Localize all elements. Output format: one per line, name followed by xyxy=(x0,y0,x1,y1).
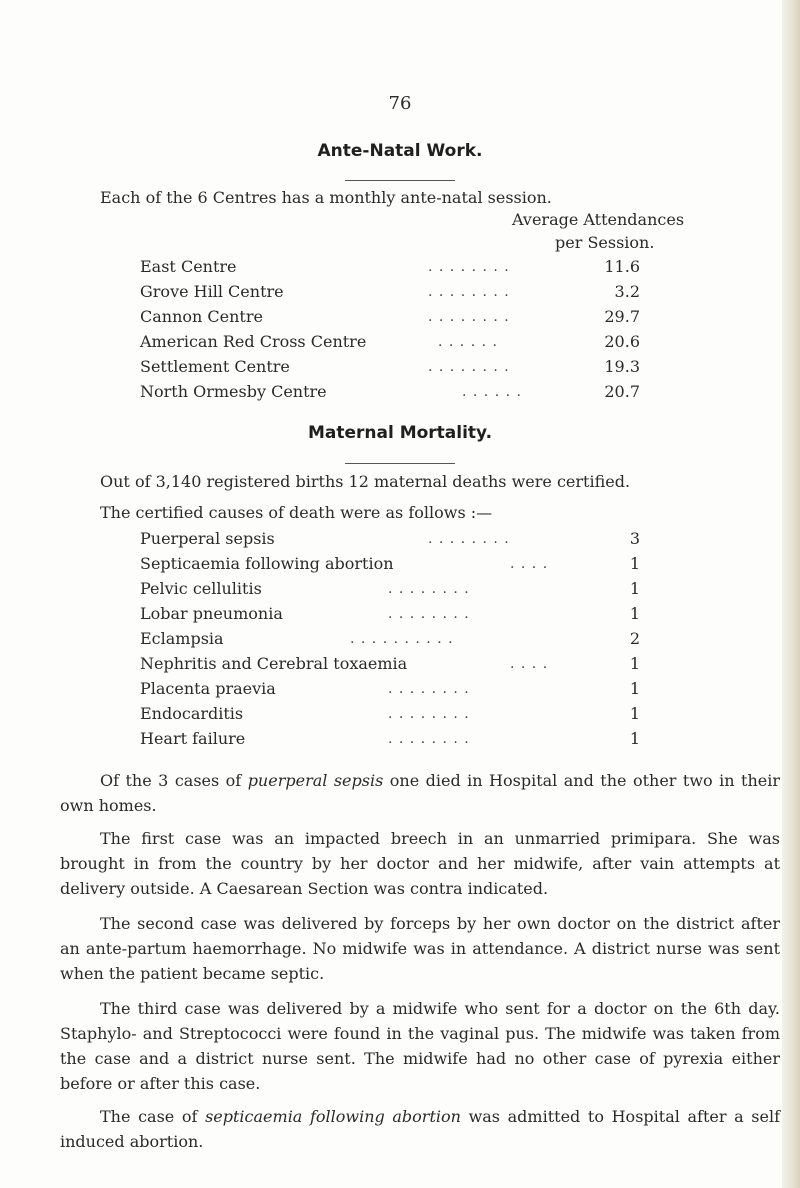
cause-name: Septicaemia following abortion xyxy=(140,554,394,573)
leader-dots: . . . . xyxy=(510,556,549,572)
italic-term: septicaemia following abortion xyxy=(205,1107,461,1126)
centre-name: Settlement Centre xyxy=(140,357,290,376)
paragraph-text: The case of xyxy=(100,1107,206,1126)
centre-name: Cannon Centre xyxy=(140,307,263,326)
cause-count: 1 xyxy=(629,679,640,698)
paragraph-text: was admitted to Hospital after a self induced abortion. xyxy=(60,1107,781,1151)
paragraph-septicaemia xyxy=(60,1104,780,1154)
attendance-column-subheader: per Session. xyxy=(555,233,655,252)
attendance-value: 20.7 xyxy=(604,382,640,401)
leader-dots: . . . . . . . . xyxy=(428,309,510,325)
antenatal-heading: Ante-Natal Work. xyxy=(317,141,483,161)
centre-name: Grove Hill Centre xyxy=(140,282,284,301)
italic-term: puerperal sepsis xyxy=(247,771,384,790)
attendance-value: 11.6 xyxy=(604,257,640,276)
attendance-column-header: Average Attendances xyxy=(512,210,685,229)
heading-divider xyxy=(345,180,455,181)
attendance-value: 3.2 xyxy=(614,282,640,301)
cause-count: 1 xyxy=(629,729,640,748)
leader-dots: . . . . . . . . xyxy=(388,731,470,747)
heading-divider xyxy=(345,463,455,464)
cause-count: 2 xyxy=(629,629,640,648)
leader-dots: . . . . . . . . xyxy=(428,359,510,375)
leader-dots: . . . . . . . . xyxy=(388,706,470,722)
paragraph-second-case xyxy=(60,911,780,986)
cause-name: Eclampsia xyxy=(140,629,224,648)
leader-dots: . . . . . . . . xyxy=(428,259,510,275)
paragraph-first-case xyxy=(60,826,780,901)
cause-name: Endocarditis xyxy=(140,704,244,723)
cause-count: 1 xyxy=(629,604,640,623)
mortality-heading: Maternal Mortality. xyxy=(307,423,493,443)
leader-dots: . . . . . . . . xyxy=(388,581,470,597)
paragraph-text: The second case was delivered by forceps by her own doctor on the district after an ante-partum haemorrhage. No midwife was in attendance. A district nurse was sent when the patient became septic. xyxy=(60,914,780,983)
paragraph-text: one died in Hospital and the other two in their own homes. xyxy=(60,771,780,815)
cause-name: Nephritis and Cerebral toxaemia xyxy=(140,654,408,673)
paragraph-third-case xyxy=(60,996,780,1096)
cause-count: 1 xyxy=(629,704,640,723)
antenatal-intro: Each of the 6 Centres has a monthly ante-natal session. xyxy=(100,188,552,207)
attendance-value: 19.3 xyxy=(604,357,640,376)
paragraph-puerperal-sepsis xyxy=(60,768,780,818)
leader-dots: . . . . . . . . xyxy=(428,531,510,547)
leader-dots: . . . . . . . . . . xyxy=(350,631,454,647)
centre-name: American Red Cross Centre xyxy=(140,332,367,351)
page-number: 76 xyxy=(388,93,412,114)
cause-name: Heart failure xyxy=(140,729,246,748)
causes-intro: The certified causes of death were as follows :— xyxy=(100,503,493,522)
cause-name: Pelvic cellulitis xyxy=(140,579,262,598)
leader-dots: . . . . . . . . xyxy=(388,606,470,622)
cause-count: 1 xyxy=(629,654,640,673)
paragraph-text: Of the 3 cases of xyxy=(100,771,248,790)
leader-dots: . . . . . . . . xyxy=(388,681,470,697)
paragraph-text: The third case was delivered by a midwife who sent for a doctor on the 6th day. Staphylo- and Streptococci were found in the vaginal pus. The midwife was taken from the case and a district nurse sent. The midwife had no other case of pyrexia either before or after this case. xyxy=(60,999,780,1093)
cause-name: Puerperal sepsis xyxy=(140,529,275,548)
leader-dots: . . . . . . xyxy=(462,384,522,400)
cause-count: 1 xyxy=(629,579,640,598)
leader-dots: . . . . xyxy=(510,656,549,672)
leader-dots: . . . . . . . . xyxy=(428,284,510,300)
attendance-value: 20.6 xyxy=(604,332,640,351)
leader-dots: . . . . . . xyxy=(438,334,498,350)
cause-name: Lobar pneumonia xyxy=(140,604,283,623)
attendance-value: 29.7 xyxy=(604,307,640,326)
page-edge-shadow xyxy=(782,0,800,1188)
centre-name: North Ormesby Centre xyxy=(140,382,327,401)
cause-count: 3 xyxy=(629,529,640,548)
paragraph-text: The first case was an impacted breech in an unmarried primipara. She was brought in from the country by her doctor and her midwife, after vain attempts at delivery outside. A Caesarean Section was contra indicated. xyxy=(60,829,780,898)
mortality-summary: Out of 3,140 registered births 12 maternal deaths were certified. xyxy=(100,472,631,491)
centre-name: East Centre xyxy=(140,257,237,276)
cause-name: Placenta praevia xyxy=(140,679,276,698)
cause-count: 1 xyxy=(629,554,640,573)
